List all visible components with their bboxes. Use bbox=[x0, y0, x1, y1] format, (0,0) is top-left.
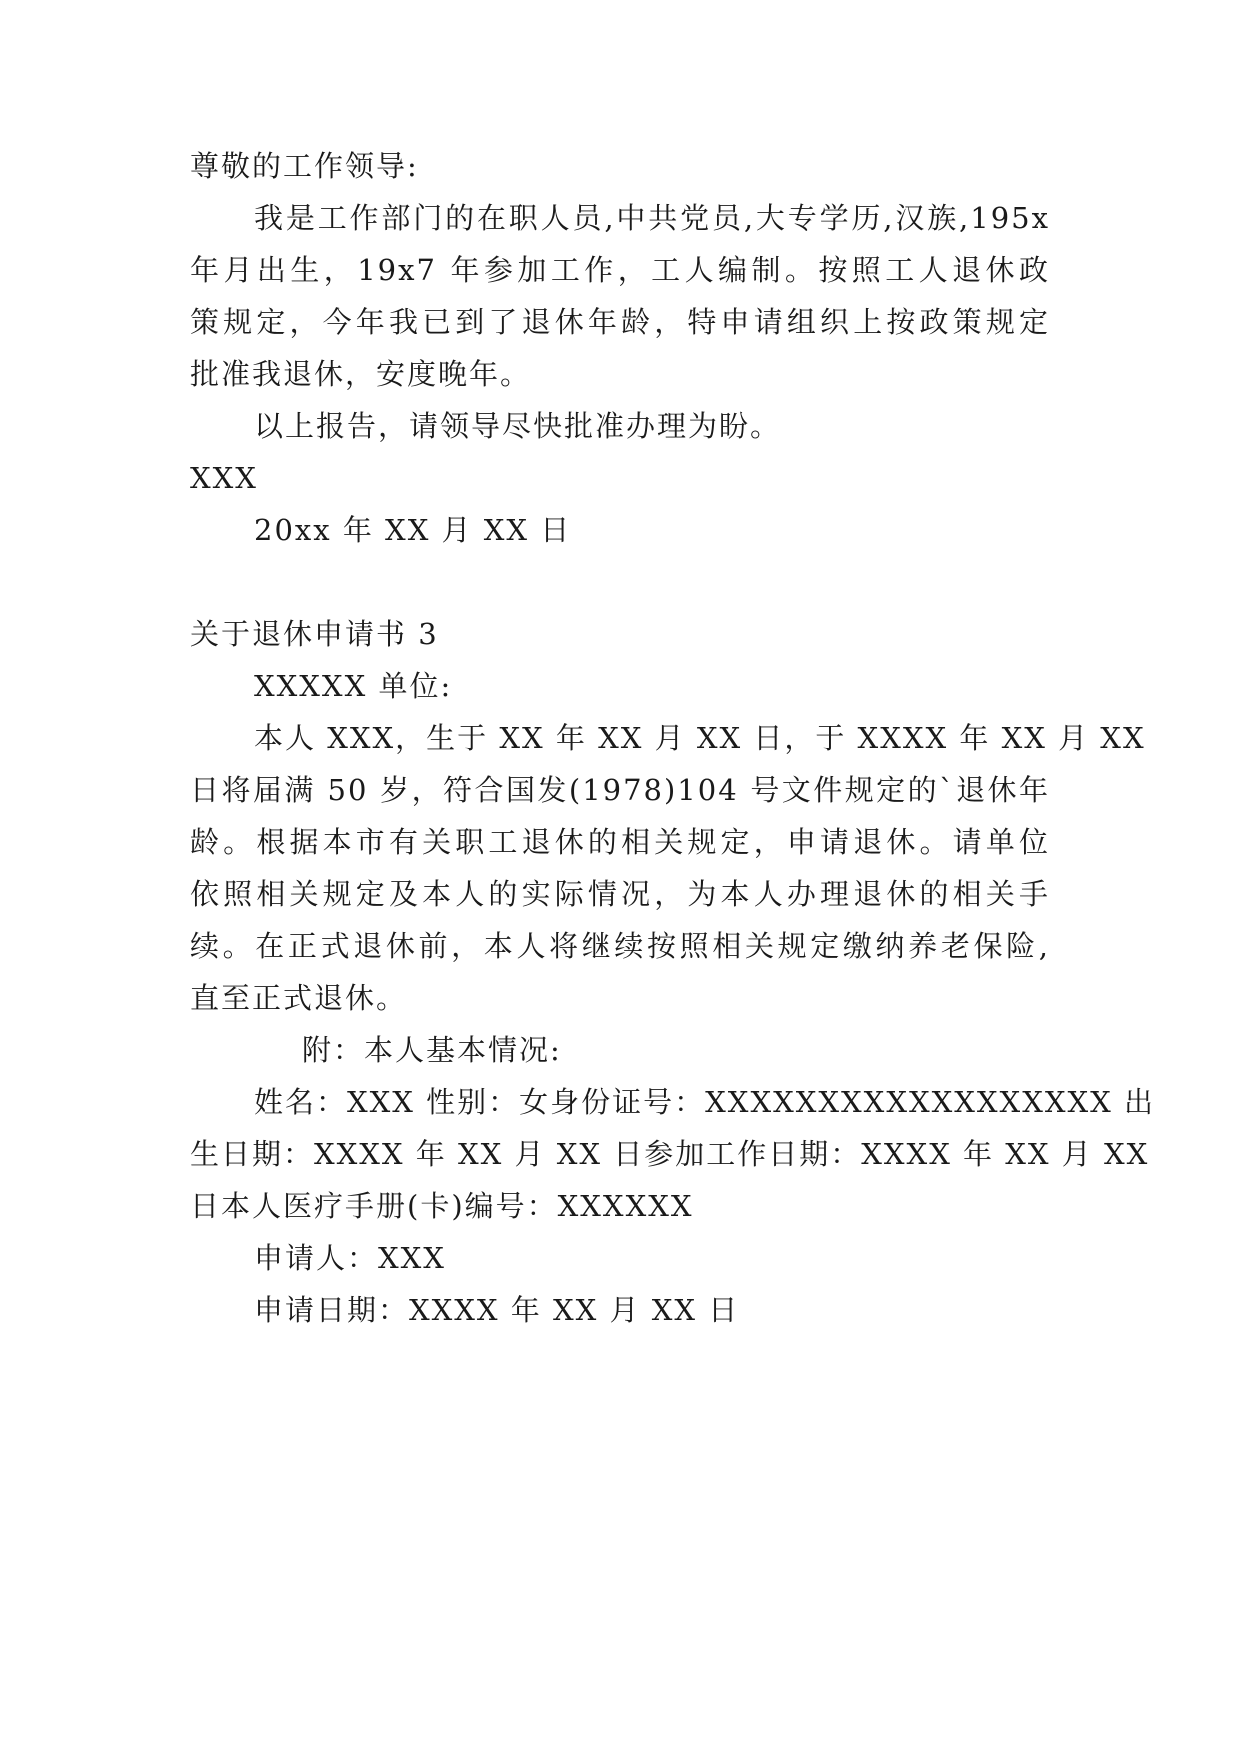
paragraph-line: 直至正式退休。 bbox=[190, 981, 408, 1015]
paragraph-line: 日将届满 50 岁，符合国发(1978)104 号文件规定的`退休年 bbox=[190, 773, 1050, 807]
paragraph-line: 年月出生，19x7 年参加工作，工人编制。按照工人退休政 bbox=[190, 253, 1050, 287]
paragraph-line: 依照相关规定及本人的实际情况，为本人办理退休的相关手 bbox=[190, 877, 1050, 911]
info-line: 生日期：XXXX 年 XX 月 XX 日参加工作日期：XXXX 年 XX 月 XX bbox=[190, 1137, 1150, 1171]
paragraph-line: 龄。根据本市有关职工退休的相关规定，申请退休。请单位 bbox=[190, 825, 1050, 859]
signature-date: 20xx 年 XX 月 XX 日 bbox=[254, 513, 572, 547]
paragraph-line: 本人 XXX，生于 XX 年 XX 月 XX 日，于 XXXX 年 XX 月 XX bbox=[254, 721, 1146, 755]
apply-date: 申请日期：XXXX 年 XX 月 XX 日 bbox=[254, 1293, 740, 1327]
signer-name: XXX bbox=[190, 461, 258, 495]
info-line: 日本人医疗手册(卡)编号：XXXXXX bbox=[190, 1189, 694, 1223]
attachment-heading: 附：本人基本情况: bbox=[302, 1033, 562, 1067]
addressee: XXXXX 单位: bbox=[254, 669, 453, 703]
salutation: 尊敬的工作领导: bbox=[190, 149, 419, 183]
paragraph-line: 我是工作部门的在职人员,中共党员,大专学历,汉族,195x bbox=[254, 201, 1050, 235]
section-title: 关于退休申请书 3 bbox=[190, 617, 439, 651]
info-line: 姓名：XXX 性别：女身份证号：XXXXXXXXXXXXXXXXXX 出 bbox=[254, 1085, 1155, 1119]
closing-paragraph: 以上报告，请领导尽快批准办理为盼。 bbox=[254, 409, 782, 443]
paragraph-line: 批准我退休，安度晚年。 bbox=[190, 357, 532, 391]
paragraph-line: 续。在正式退休前，本人将继续按照相关规定缴纳养老保险, bbox=[190, 929, 1050, 963]
paragraph-line: 策规定，今年我已到了退休年龄，特申请组织上按政策规定 bbox=[190, 305, 1050, 339]
applicant: 申请人：XXX bbox=[254, 1241, 446, 1275]
